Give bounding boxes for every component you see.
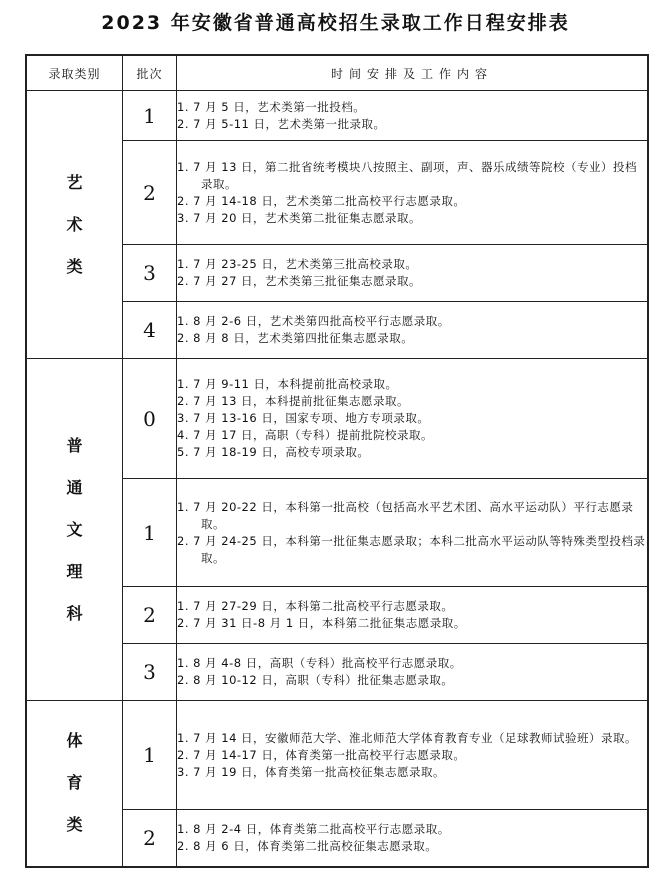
page-title: 2023 年安徽省普通高校招生录取工作日程安排表	[101, 12, 570, 34]
category-char: 育	[66, 773, 83, 793]
schedule-content	[177, 810, 649, 867]
schedule-item: 1. 7 月 23-25 日，艺术类第三批高校录取。	[177, 257, 418, 271]
batch-number: 3	[123, 245, 177, 302]
schedule-content	[177, 245, 649, 302]
schedule-item: 2. 7 月 5-11 日，艺术类第一批录取。	[177, 116, 386, 131]
category-cell	[26, 701, 123, 867]
category-char: 科	[66, 603, 83, 623]
schedule-item: 2. 8 月 10-12 日，高职（专科）批征集志愿录取。	[177, 673, 454, 687]
batch-number: 2	[123, 810, 177, 867]
header-category: 录取类别	[26, 55, 123, 91]
schedule-item: 1. 7 月 14 日，安徽师范大学、淮北师范大学体育教育专业（足球教师试验班）录取。	[177, 730, 638, 745]
schedule-item: 1. 8 月 4-8 日，高职（专科）批高校平行志愿录取。	[177, 656, 462, 670]
batch-number: 3	[123, 644, 177, 701]
category-char: 艺	[66, 172, 83, 192]
table-row	[26, 701, 648, 810]
schedule-content	[177, 302, 649, 359]
schedule-table	[25, 54, 649, 868]
schedule-item: 4. 7 月 17 日，高职（专科）提前批院校录取。	[177, 428, 434, 442]
schedule-item: 1. 7 月 20-22 日，本科第一批高校（包括高水平艺术团、高水平运动队）平行志愿录取。	[177, 499, 634, 531]
category-char: 术	[66, 214, 83, 234]
schedule-item: 2. 7 月 24-25 日，本科第一批征集志愿录取；本科二批高水平运动队等特殊类型投档录取。	[177, 533, 646, 565]
schedule-item: 2. 7 月 14-17 日，体育类第一批高校平行志愿录取。	[177, 747, 466, 762]
schedule-item: 1. 7 月 27-29 日，本科第二批高校平行志愿录取。	[177, 599, 454, 613]
batch-number: 1	[123, 479, 177, 587]
category-char: 理	[66, 561, 83, 581]
schedule-item: 3. 7 月 20 日，艺术类第二批征集志愿录取。	[177, 210, 422, 225]
category-char: 类	[66, 256, 83, 276]
schedule-item: 2. 7 月 31 日-8 月 1 日，本科第二批征集志愿录取。	[177, 616, 466, 630]
schedule-item: 1. 7 月 9-11 日，本科提前批高校录取。	[177, 377, 398, 391]
header-content: 时间安排及工作内容	[177, 55, 649, 91]
schedule-item: 2. 7 月 13 日，本科提前批征集志愿录取。	[177, 394, 410, 408]
category-cell	[26, 359, 123, 701]
batch-number: 4	[123, 302, 177, 359]
category-char: 普	[66, 435, 83, 455]
schedule-item: 2. 8 月 6 日，体育类第二批高校征集志愿录取。	[177, 838, 438, 853]
batch-number: 2	[123, 141, 177, 245]
schedule-item: 3. 7 月 13-16 日，国家专项、地方专项录取。	[177, 411, 430, 425]
schedule-item: 2. 7 月 27 日，艺术类第三批征集志愿录取。	[177, 274, 422, 288]
schedule-body	[26, 91, 648, 867]
category-char: 体	[66, 731, 83, 751]
schedule-content	[177, 644, 649, 701]
category-char: 文	[66, 519, 83, 539]
schedule-content	[177, 91, 649, 141]
category-cell	[26, 91, 123, 359]
schedule-item: 2. 8 月 8 日，艺术类第四批征集志愿录取。	[177, 331, 414, 345]
schedule-content	[177, 587, 649, 644]
table-row	[26, 91, 648, 141]
category-char: 类	[66, 815, 83, 835]
schedule-item: 1. 7 月 13 日，第二批省统考模块八按照主、副项，声、器乐成绩等院校（专业）投档录取。	[177, 159, 638, 191]
batch-number: 2	[123, 587, 177, 644]
schedule-content	[177, 479, 649, 587]
schedule-item: 1. 8 月 2-4 日，体育类第二批高校平行志愿录取。	[177, 821, 450, 836]
category-char: 通	[66, 477, 83, 497]
table-row	[26, 359, 648, 479]
schedule-content	[177, 141, 649, 245]
schedule-item: 1. 7 月 5 日，艺术类第一批投档。	[177, 99, 366, 114]
batch-number: 1	[123, 91, 177, 141]
schedule-item: 5. 7 月 18-19 日，高校专项录取。	[177, 445, 370, 459]
batch-number: 1	[123, 701, 177, 810]
schedule-item: 3. 7 月 19 日，体育类第一批高校征集志愿录取。	[177, 764, 446, 779]
schedule-content	[177, 359, 649, 479]
table-header-row	[26, 55, 648, 91]
schedule-item: 1. 8 月 2-6 日，艺术类第四批高校平行志愿录取。	[177, 314, 450, 328]
batch-number: 0	[123, 359, 177, 479]
schedule-item: 2. 7 月 14-18 日，艺术类第二批高校平行志愿录取。	[177, 193, 466, 208]
schedule-content	[177, 701, 649, 810]
header-batch: 批次	[123, 55, 177, 91]
